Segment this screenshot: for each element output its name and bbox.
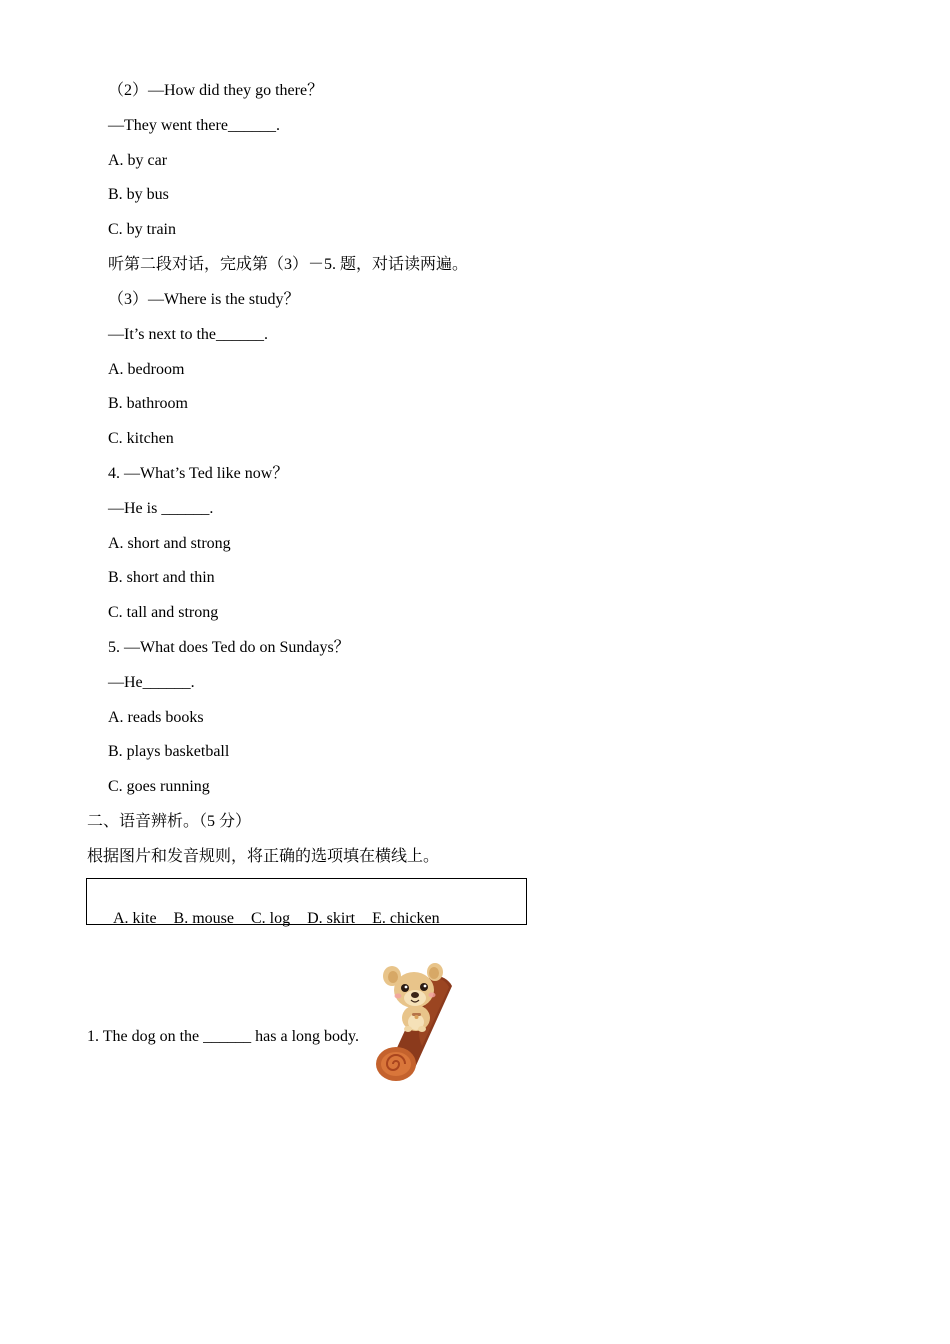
word-bank-option-d: D. skirt: [307, 910, 356, 927]
word-bank-option-a: A. kite: [113, 910, 157, 927]
section2-title: 二、语音辨析。（5 分）: [87, 813, 252, 830]
q2-option-a: A. by car: [108, 152, 168, 169]
q4-option-b: B. short and thin: [108, 569, 215, 586]
q4-option-a: A. short and strong: [108, 535, 231, 552]
q2-prompt: （2）—How did they go there？: [108, 82, 324, 99]
word-bank-option-c: C. log: [251, 910, 291, 927]
section2-item1: 1. The dog on the ______ has a long body.: [87, 1028, 359, 1045]
q3-option-b: B. bathroom: [108, 395, 188, 412]
dog-on-log-icon: [372, 958, 462, 1088]
dialogue2-instruction: 听第二段对话，完成第（3）－5. 题，对话读两遍。: [108, 256, 469, 273]
q3-prompt: （3）—Where is the study？: [108, 291, 300, 308]
q5-option-a: A. reads books: [108, 709, 204, 726]
q5-option-b: B. plays basketball: [108, 743, 230, 760]
word-bank-box: [86, 878, 527, 925]
q5-answer-line: —He______.: [108, 674, 195, 691]
section2-instruction: 根据图片和发音规则，将正确的选项填在横线上。: [87, 848, 440, 865]
q3-option-a: A. bedroom: [108, 361, 185, 378]
q4-answer-line: —He is ______.: [108, 500, 214, 517]
q4-prompt: 4. —What’s Ted like now？: [108, 465, 289, 482]
word-bank: [97, 889, 440, 949]
q2-answer-line: —They went there______.: [108, 117, 280, 134]
word-bank-option-e: E. chicken: [372, 910, 440, 927]
q5-option-c: C. goes running: [108, 778, 210, 795]
q2-option-c: C. by train: [108, 221, 176, 238]
q3-answer-line: —It’s next to the______.: [108, 326, 268, 343]
q2-option-b: B. by bus: [108, 186, 169, 203]
q3-option-c: C. kitchen: [108, 430, 174, 447]
q4-option-c: C. tall and strong: [108, 604, 219, 621]
q5-prompt: 5. —What does Ted do on Sundays？: [108, 639, 350, 656]
word-bank-option-b: B. mouse: [173, 910, 234, 927]
